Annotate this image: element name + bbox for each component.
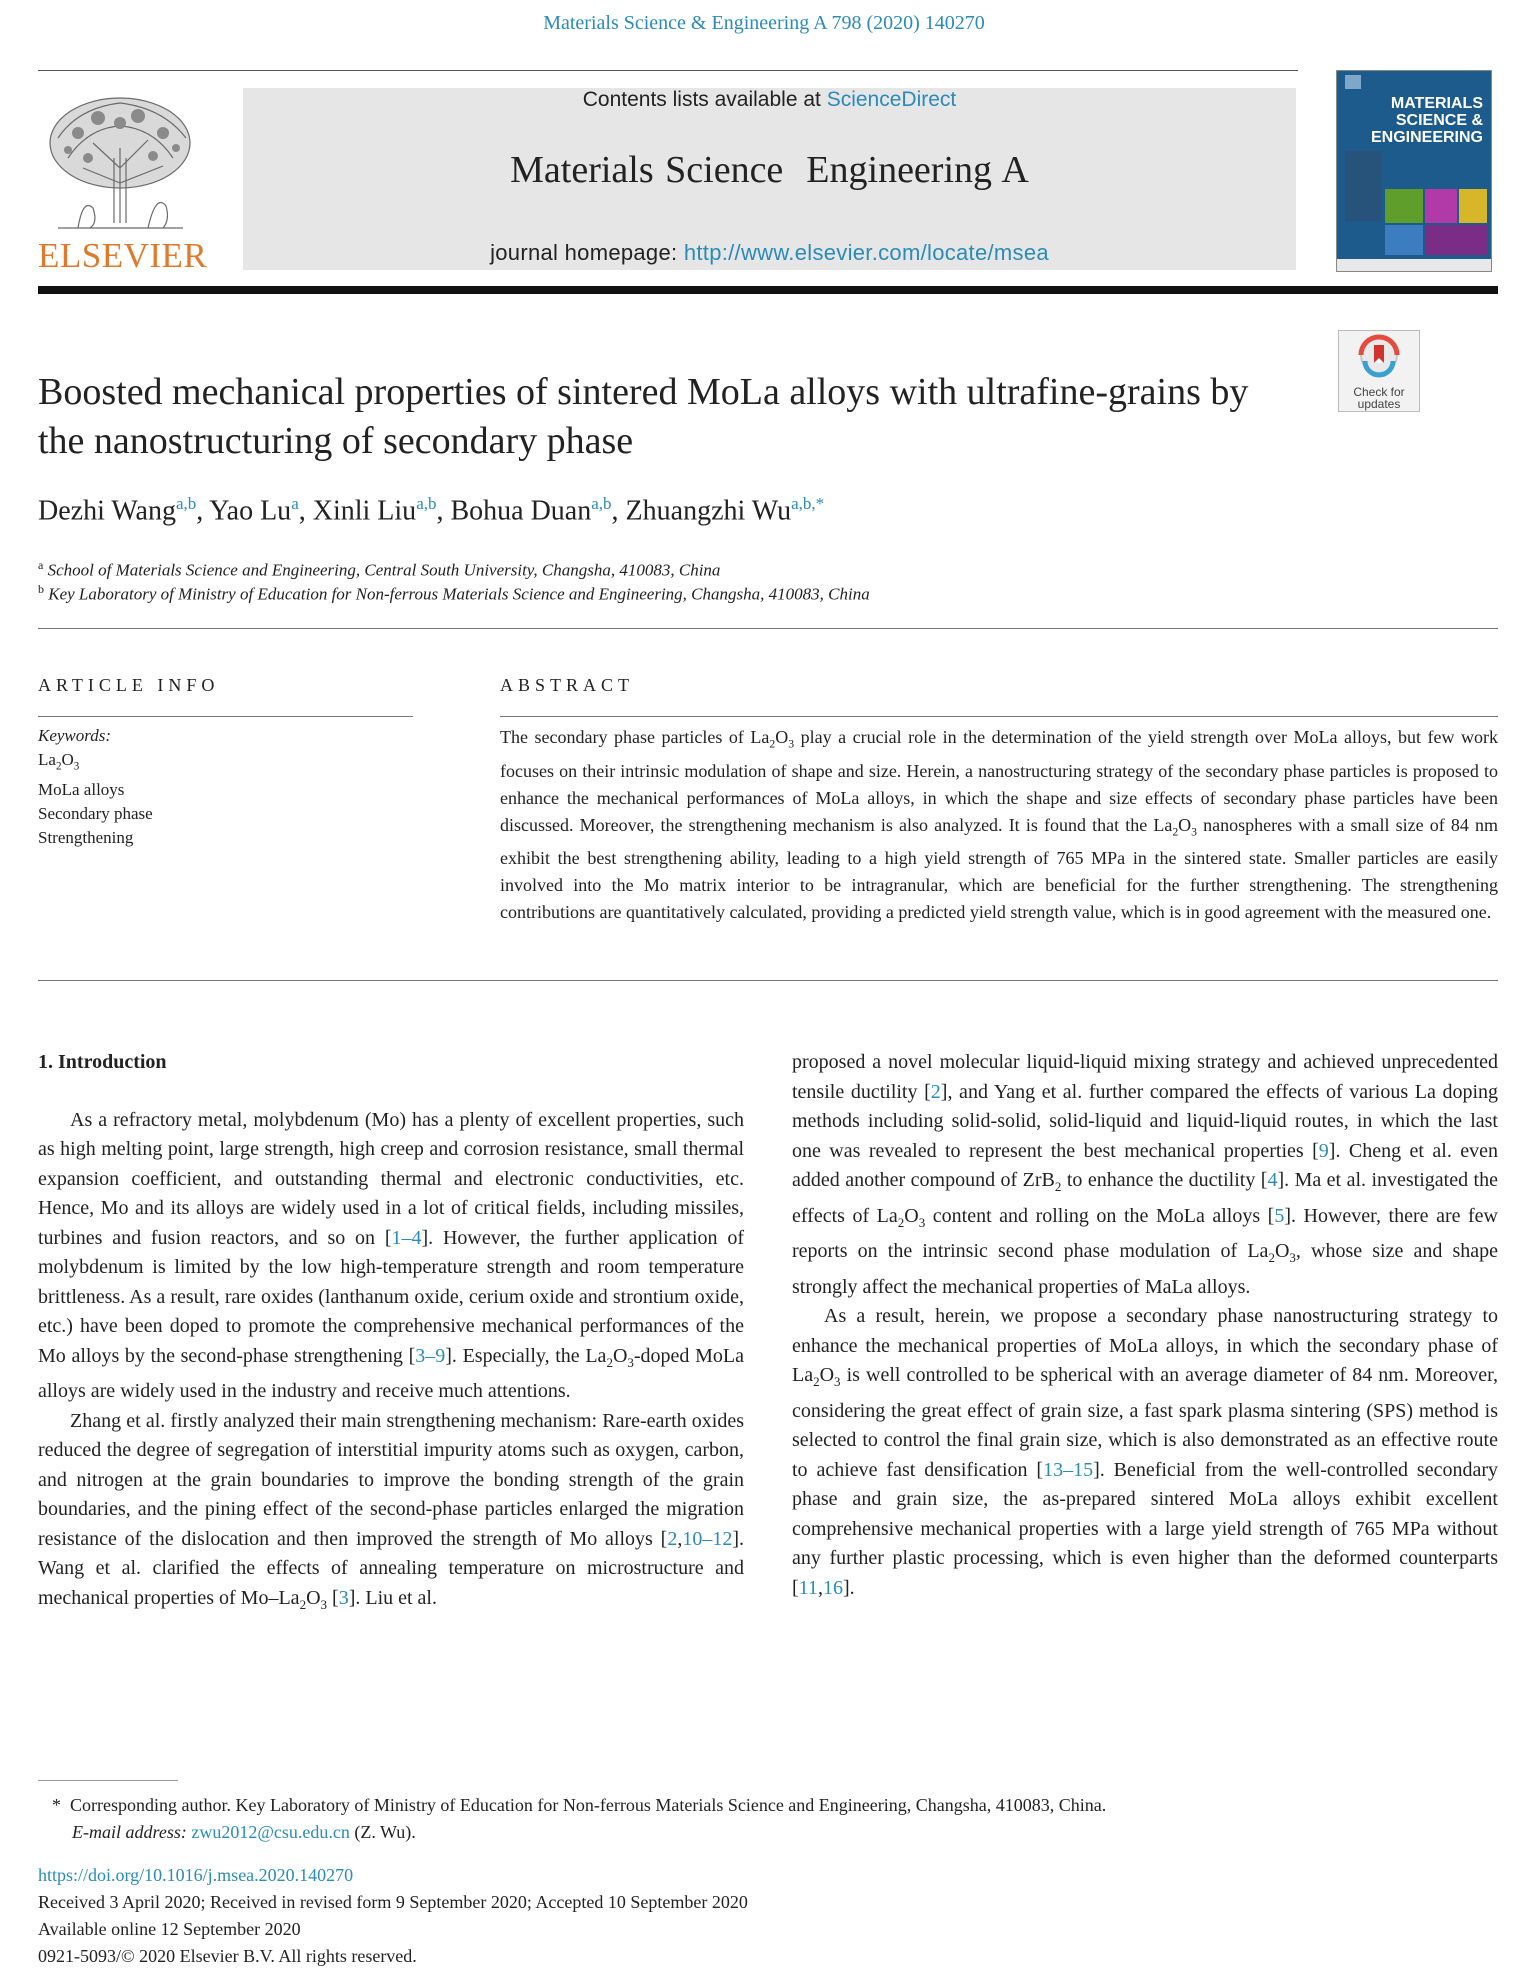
citation-link[interactable]: 2	[667, 1527, 678, 1550]
crossmark-icon	[1339, 331, 1419, 381]
author-affiliation-mark[interactable]: a,b,*	[791, 494, 825, 513]
journal-cover[interactable]	[1336, 70, 1492, 272]
elsevier-tree-icon	[38, 88, 203, 238]
contents-prefix: Contents lists available at	[582, 88, 827, 111]
keywords-label: Keywords:	[38, 726, 112, 745]
footnote-star: *	[52, 1795, 61, 1815]
journal-reference[interactable]: Materials Science & Engineering A 798 (2020) 140270	[543, 12, 985, 34]
citation-link[interactable]: 16	[822, 1576, 843, 1599]
doi-link[interactable]: https://doi.org/10.1016/j.msea.2020.140270	[38, 1865, 354, 1885]
abstract-rule	[500, 716, 1498, 717]
article-info-rule	[38, 716, 413, 717]
author-affiliation-mark[interactable]: a	[291, 494, 299, 513]
homepage-prefix: journal homepage:	[490, 240, 684, 265]
homepage-link[interactable]: http://www.elsevier.com/locate/msea	[683, 240, 1049, 265]
keywords-block	[38, 724, 418, 850]
body-left-column	[38, 1048, 744, 1619]
author[interactable]: Dezhi Wang	[38, 495, 176, 527]
keyword-item: MoLa alloys	[38, 780, 125, 800]
author[interactable]: Bohua Duan	[450, 495, 592, 527]
available-online-date: Available online 12 September 2020	[38, 1919, 301, 1939]
journal-homepage	[243, 240, 1296, 266]
author-affiliation-mark[interactable]: a,b	[416, 494, 437, 513]
citation-link[interactable]: 2	[930, 1080, 941, 1103]
affiliation-rule	[38, 628, 1498, 629]
email-suffix: (Z. Wu).	[354, 1822, 416, 1842]
body-paragraph: As a refractory metal, molybdenum (Mo) has a plenty of excellent properties, such as high melting point, large strength, high creep and corrosion resistance, small thermal expansion coefficient, and outstanding thermal and electronic conductivities, etc. Hence, Mo and its alloys are widely used in a lot of critical fields, including missiles, turbines and fusion reactors, and so on [1–4]. However, the further application of molybdenum is limited by the low high-temperature strength and room temperature brittleness. As a result, rare oxides (lanthanum oxide, cerium oxide and strontium oxide, etc.) have been doped to promote the comprehensive mechanical performances of the Mo alloys by the second-phase strengthening [3–9]. Especially, the $La_2O_3$-doped MoLa alloys are widely used in the industry and receive much attentions.	[38, 1108, 745, 1402]
citation-link[interactable]: 10–12	[682, 1527, 733, 1550]
received-dates: Received 3 April 2020; Received in revised form 9 September 2020; Accepted 10 September 2020	[38, 1892, 748, 1912]
author[interactable]: Xinli Liu	[312, 495, 417, 527]
cover-title: MATERIALS SCIENCE & ENGINEERING	[1370, 95, 1483, 146]
abstract-bottom-rule	[38, 980, 1498, 981]
cover-art-icon	[1337, 71, 1491, 271]
citation-link[interactable]: 4	[1267, 1169, 1278, 1191]
corresponding-text: Corresponding author. Key Laboratory of Ministry of Education for Non-ferrous Materials Science and Engineering, Changsha, 410083, China.	[70, 1795, 1107, 1815]
paper-title: Boosted mechanical properties of sintered MoLa alloys with ultrafine-grains by the nanostructuring of secondary phase	[38, 371, 1249, 462]
elsevier-wordmark: ELSEVIER	[38, 236, 208, 275]
citation-link[interactable]: 11	[798, 1576, 818, 1599]
header-top-rule	[38, 70, 1298, 71]
author[interactable]: Zhuangzhi Wu	[625, 495, 792, 527]
author-affiliation-mark[interactable]: a,b	[591, 494, 612, 513]
body-paragraph: As a result, herein, we propose a secondary phase nanostructuring strategy to enhance the mechanical properties of MoLa alloys, in which the secondary phase of $La_2O_3$ is well controlled to be spherical with an average diameter of 84 nm. Moreover, considering the great effect of grain size, a fast spark plasma sintering (SPS) method is selected to control the final grain size, which is also demonstrated as an effective route to achieve fast densification [13–15]. Beneficial from the well-controlled secondary phase and grain size, the as-prepared sintered MoLa alloys exhibit excellent comprehensive mechanical properties with a large yield strength of 765 MPa without any further plastic processing, which is even higher than the deformed counterparts [11,16].	[792, 1305, 1498, 1599]
citation-link[interactable]: 13–15	[1043, 1458, 1094, 1481]
journal-name: Materials Science Engineering A	[510, 149, 1029, 191]
affiliation-text: Key Laboratory of Ministry of Education for Non-ferrous Materials Science and Engineering, Changsha, 410083, China	[48, 584, 870, 604]
affiliation-mark: a	[38, 558, 44, 572]
citation-link[interactable]: 3	[338, 1586, 349, 1609]
affiliation-text: School of Materials Science and Engineering, Central South University, Changsha, 410083, China	[47, 560, 721, 580]
body-paragraph: Zhang et al. firstly analyzed their main strengthening mechanism: Rare-earth oxides reduced the degree of segregation of interstitial impurity atoms such as oxygen, carbon, and nitrogen at the grain boundaries to improve the bonding strength of the grain boundaries, and the pining effect of the second-phase particles enlarged the migration resistance of the dislocation and then improved the strength of Mo alloys [2,10–12]. Wang et al. clarified the effects of annealing temperature on microstructure and mechanical properties of $Mo-La_2O_3$ [3]. Liu et al.	[38, 1409, 744, 1612]
author-list: Dezhi Wang$^{a,b}$, Yao Lu$^a$, Xinli Liu$^{a,b}$, Bohua Duan$^{a,b}$, Zhuangzhi $Wu^{a,b,*}$	[38, 494, 825, 527]
email-label: E-mail address:	[72, 1822, 187, 1842]
section-heading-introduction: 1. Introduction	[38, 1051, 167, 1073]
affiliation-a	[38, 558, 1318, 581]
author-affiliation-mark[interactable]: a,b	[175, 494, 197, 513]
contents-line	[243, 88, 1296, 112]
footnote-rule	[38, 1780, 178, 1781]
sciencedirect-link[interactable]: ScienceDirect	[826, 88, 957, 111]
abstract-text: The secondary phase particles of $La_2O_3$ play a crucial role in the determination of the yield strength over MoLa alloys, but few work focuses on their intrinsic modulation of shape and size. Herein, a nanostructuring strategy of the secondary phase particles is proposed to enhance the mechanical performances of MoLa alloys, in which the shape and size effects of secondary phase particles have been discussed. Moreover, the strengthening mechanism is also analyzed. It is found that the $La_2O_3$ nanospheres with a small size of 84 nm exhibit the best strengthening ability, leading to a high yield strength of 765 MPa in the sintered state. Smaller particles are easily involved into the Mo matrix interior to be intragranular, which are beneficial for the further strengthening. The strengthening contributions are quantitatively calculated, providing a predicted yield strength value, which is in good agreement with the measured one.	[500, 727, 1499, 923]
corresponding-author-footnote	[52, 1792, 1492, 1846]
citation-link[interactable]: 5	[1274, 1204, 1285, 1227]
check-for-updates-badge[interactable]	[1338, 330, 1420, 412]
affiliation-b	[38, 582, 1318, 605]
abstract-heading: ABSTRACT	[500, 675, 635, 695]
keyword-item: Strengthening	[38, 828, 134, 848]
citation-link[interactable]: 3–9	[415, 1344, 446, 1367]
email-link[interactable]: zwu2012@csu.edu.cn	[191, 1822, 350, 1842]
body-paragraph: proposed a novel molecular liquid-liquid mixing strategy and achieved unprecedented tensile ductility [2], and Yang et al. further compared the effects of various La doping methods including solid-solid, solid-liquid and liquid-liquid routes, in which the last one was revealed to represent the best mechanical properties [9]. Cheng et al. even added another compound of ZrB$_2$ to enhance the ductility [4]. Ma et al. investigated the effects of $La_2O_3$ content and rolling on the MoLa alloys [5]. However, there are few reports on the intrinsic second phase modulation of $La_2O_3$, whose size and shape strongly affect the mechanical properties of MaLa alloys.	[792, 1051, 1499, 1298]
copyright-line: 0921-5093/© 2020 Elsevier B.V. All rights reserved.	[38, 1946, 417, 1966]
citation-link[interactable]: 1–4	[391, 1226, 422, 1249]
keyword-item: $La_2O_3$	[38, 750, 80, 773]
article-info-heading: ARTICLE INFO	[38, 675, 220, 695]
body-right-column	[792, 1048, 1498, 1603]
keyword-item: Secondary phase	[38, 804, 153, 824]
publication-info	[38, 1862, 1498, 1970]
affiliation-mark: b	[38, 582, 44, 596]
header-thick-rule	[38, 286, 1498, 294]
author[interactable]: Yao Lu	[209, 495, 292, 527]
crossmark-label: Check for updates	[1353, 385, 1405, 411]
citation-link[interactable]: 9	[1318, 1139, 1329, 1162]
